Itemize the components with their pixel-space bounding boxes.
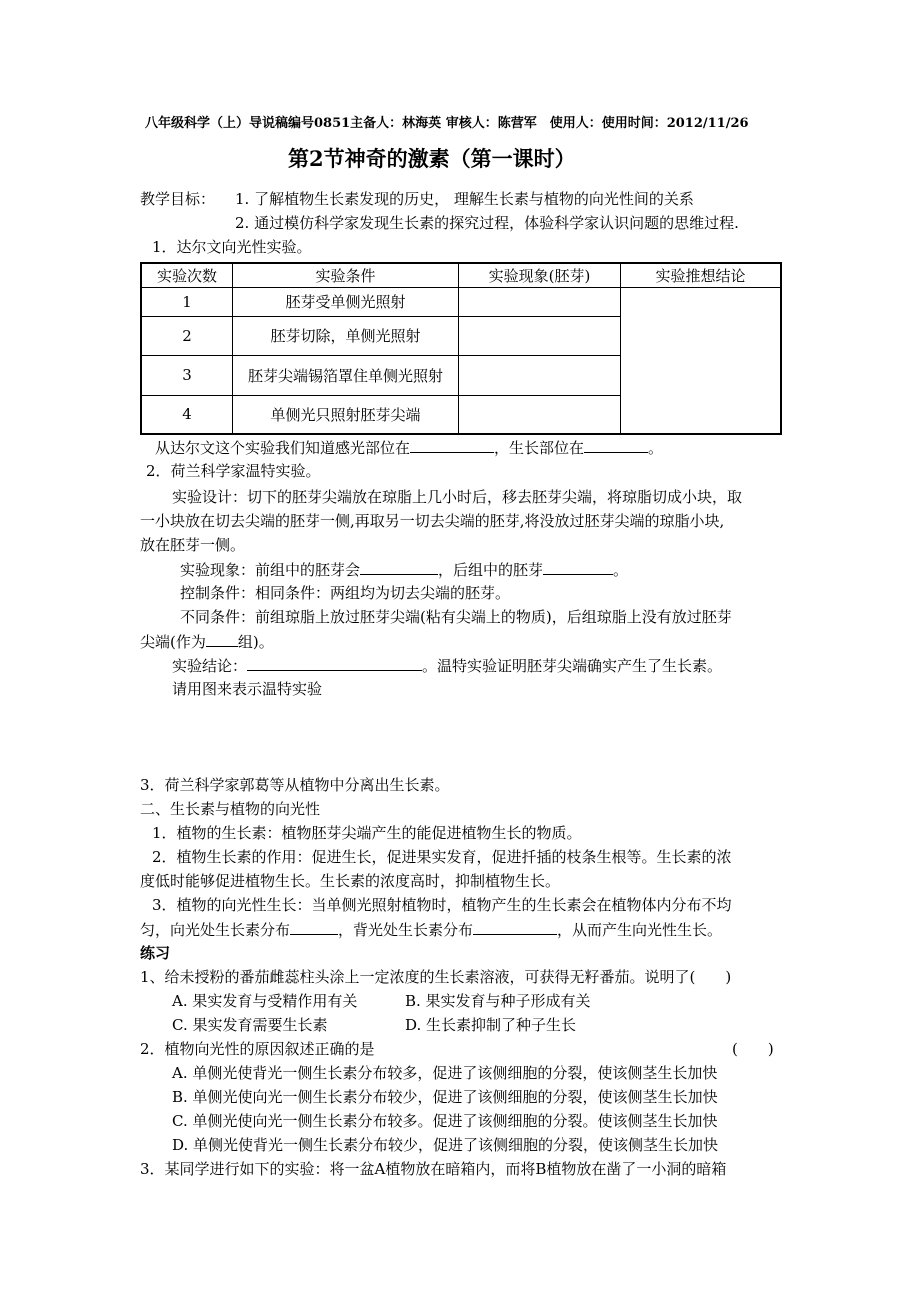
section-3-heading: 3．荷兰科学家郭葛等从植物中分离出生长素。 bbox=[140, 776, 450, 794]
blank[interactable] bbox=[247, 655, 422, 671]
table-cell: 胚芽尖端锡箔罩住单侧光照射 bbox=[233, 355, 459, 395]
table-header: 实验条件 bbox=[233, 263, 459, 287]
question-1: 1、给未授粉的番茄雌蕊柱头涂上一定浓度的生长素溶液，可获得无籽番茄。说明了( ) bbox=[140, 968, 732, 986]
blank[interactable] bbox=[360, 559, 438, 575]
phenomenon-cell[interactable] bbox=[459, 316, 621, 355]
table-header: 实验次数 bbox=[141, 263, 233, 287]
phenomenon-cell[interactable] bbox=[459, 395, 621, 434]
table-cell: 胚芽受单侧光照射 bbox=[233, 287, 459, 316]
practice-heading: 练习 bbox=[140, 944, 171, 962]
part-2-heading: 二、生长素与植物的向光性 bbox=[140, 800, 321, 818]
phenomenon-cell[interactable] bbox=[459, 287, 621, 316]
design-line: 一小块放在切去尖端的胚芽一侧,再取另一切去尖端的胚芽,将没放过胚芽尖端的琼脂小块, bbox=[140, 512, 725, 530]
table-cell: 胚芽切除，单侧光照射 bbox=[233, 316, 459, 355]
conclusion-line: 实验结论： 。温特实验证明胚芽尖端确实产生了生长素。 bbox=[172, 657, 723, 675]
option[interactable]: A. 单侧光使背光一侧生长素分布较多，促进了该侧细胞的分裂，使该侧茎生长加快 bbox=[172, 1064, 718, 1082]
table-cell: 1 bbox=[141, 287, 233, 316]
table-cell: 4 bbox=[141, 395, 233, 434]
option[interactable]: D. 生长素抑制了种子生长 bbox=[405, 1016, 577, 1034]
point-2: 2．植物生长素的作用：促进生长，促进果实发育，促进扦插的枝条生根等。生长素的浓 bbox=[152, 848, 732, 866]
doc-header: 八年级科学（上）导说稿编号0851主备人：林海英 审核人：陈营军 使用人：使用时间：2012/11/26 bbox=[145, 116, 749, 131]
point-3: 匀，向光处生长素分布 ，背光处生长素分布 ，从而产生向光性生长。 bbox=[140, 921, 723, 939]
option[interactable]: A. 果实发育与受精作用有关 bbox=[172, 992, 358, 1010]
option[interactable]: B. 单侧光使向光一侧生长素分布较少，促进了该侧细胞的分裂，使该侧茎生长加快 bbox=[172, 1088, 718, 1106]
table-cell: 单侧光只照射胚芽尖端 bbox=[233, 395, 459, 434]
option[interactable]: B. 果实发育与种子形成有关 bbox=[405, 992, 591, 1010]
option[interactable]: C. 单侧光使向光一侧生长素分布较多。促进了该侧细胞的分裂。使该侧茎生长加快 bbox=[172, 1112, 718, 1130]
point-3: 3．植物的向光性生长：当单侧光照射植物时，植物产生的生长素会在植物体内分布不均 bbox=[152, 896, 732, 914]
section-1-heading: 1．达尔文向光性实验。 bbox=[152, 238, 312, 256]
option[interactable]: C. 果实发育需要生长素 bbox=[172, 1016, 328, 1034]
blank[interactable] bbox=[410, 437, 494, 453]
option[interactable]: D. 单侧光使背光一侧生长素分布较少，促进了该侧细胞的分裂，使该侧茎生长加快 bbox=[172, 1136, 719, 1154]
diff-line: 不同条件：前组琼脂上放过胚芽尖端(粘有尖端上的物质)，后组琼脂上没有放过胚芽 bbox=[180, 608, 732, 626]
goals-label: 教学目标： bbox=[140, 190, 216, 208]
answer-paren[interactable]: ( ) bbox=[732, 1040, 774, 1058]
goal-2: 2. 通过模仿科学家发现生长素的探究过程，体验科学家认识问题的思维过程. bbox=[235, 214, 739, 232]
goal-1: 1. 了解植物生长素发现的历史， 理解生长素与植物的向光性间的关系 bbox=[235, 190, 694, 208]
conclusion-cell[interactable] bbox=[621, 287, 782, 434]
point-1: 1．植物的生长素：植物胚芽尖端产生的能促进植物生长的物质。 bbox=[152, 824, 582, 842]
question-2: 2．植物向光性的原因叙述正确的是 bbox=[140, 1040, 375, 1058]
table-header: 实验推想结论 bbox=[621, 263, 782, 287]
darwin-table bbox=[140, 262, 782, 435]
blank[interactable] bbox=[543, 559, 613, 575]
draw-prompt: 请用图来表示温特实验 bbox=[172, 680, 323, 698]
diff-line: 尖端(作为 组)。 bbox=[140, 633, 274, 651]
darwin-question: 从达尔文这个实验我们知道感光部位在 ，生长部位在 。 bbox=[155, 439, 664, 457]
design-line: 实验设计：切下的胚芽尖端放在琼脂上几小时后，移去胚芽尖端，将琼脂切成小块，取 bbox=[172, 488, 743, 506]
blank[interactable] bbox=[290, 919, 338, 935]
section-2-heading: 2．荷兰科学家温特实验。 bbox=[146, 462, 321, 480]
question-3: 3．某同学进行如下的实验：将一盆A植物放在暗箱内，而将B植物放在凿了一小洞的暗箱 bbox=[140, 1160, 727, 1178]
phenomenon-line: 实验现象：前组中的胚芽会 ，后组中的胚芽 。 bbox=[180, 561, 629, 579]
point-2: 度低时能够促进植物生长。生长素的浓度高时，抑制植物生长。 bbox=[140, 872, 561, 890]
blank[interactable] bbox=[473, 919, 557, 935]
page-title: 第2节神奇的激素（第一课时） bbox=[288, 146, 576, 171]
table-cell: 2 bbox=[141, 316, 233, 355]
table-header: 实验现象(胚芽) bbox=[459, 263, 621, 287]
design-line: 放在胚芽一侧。 bbox=[140, 536, 246, 554]
blank[interactable] bbox=[206, 631, 238, 647]
table-row bbox=[141, 287, 781, 316]
control-line: 控制条件：相同条件：两组均为切去尖端的胚芽。 bbox=[180, 584, 511, 602]
blank[interactable] bbox=[584, 437, 648, 453]
phenomenon-cell[interactable] bbox=[459, 355, 621, 395]
table-cell: 3 bbox=[141, 355, 233, 395]
